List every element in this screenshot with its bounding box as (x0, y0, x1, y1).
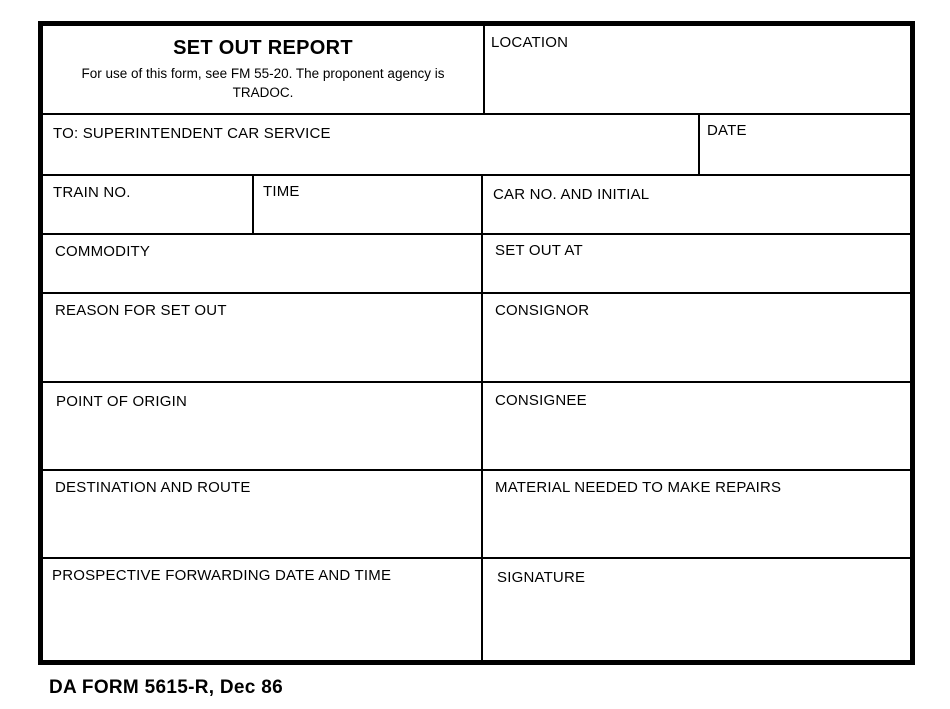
destination-label: DESTINATION AND ROUTE (55, 479, 251, 496)
consignee-field[interactable] (483, 383, 910, 471)
time-label: TIME (263, 183, 300, 200)
time-field[interactable] (254, 176, 483, 235)
set-out-at-field[interactable] (483, 235, 910, 294)
set-out-report-form (38, 21, 915, 665)
date-label: DATE (707, 122, 747, 139)
consignor-field[interactable] (483, 294, 910, 383)
to-label: TO: SUPERINTENDENT CAR SERVICE (53, 125, 331, 142)
reason-label: REASON FOR SET OUT (55, 302, 227, 319)
signature-field[interactable] (483, 559, 910, 660)
car-no-label: CAR NO. AND INITIAL (493, 186, 650, 203)
car-no-field[interactable] (483, 176, 910, 235)
form-subtitle: For use of this form, see FM 55-20. The proponent agency is TRADOC. (81, 66, 445, 100)
form-title: SET OUT REPORT (173, 37, 353, 59)
commodity-field[interactable] (43, 235, 483, 294)
destination-field[interactable] (43, 471, 483, 559)
consignee-label: CONSIGNEE (495, 392, 587, 409)
consignor-label: CONSIGNOR (495, 302, 590, 319)
form-id: DA FORM 5615-R, Dec 86 (49, 677, 283, 698)
material-label: MATERIAL NEEDED TO MAKE REPAIRS (495, 479, 782, 496)
forwarding-field[interactable] (43, 559, 483, 660)
location-field[interactable] (485, 26, 910, 115)
material-field[interactable] (483, 471, 910, 559)
reason-field[interactable] (43, 294, 483, 383)
point-of-origin-label: POINT OF ORIGIN (56, 393, 188, 410)
signature-label: SIGNATURE (497, 569, 586, 586)
set-out-at-label: SET OUT AT (495, 242, 583, 259)
date-field[interactable] (700, 115, 910, 176)
train-no-label: TRAIN NO. (53, 184, 131, 201)
location-label: LOCATION (491, 34, 569, 51)
point-of-origin-field[interactable] (43, 383, 483, 471)
forwarding-label: PROSPECTIVE FORWARDING DATE AND TIME (52, 567, 392, 584)
to-field[interactable] (43, 115, 700, 176)
train-no-field[interactable] (43, 176, 254, 235)
commodity-label: COMMODITY (55, 243, 151, 260)
title-cell (43, 26, 485, 115)
